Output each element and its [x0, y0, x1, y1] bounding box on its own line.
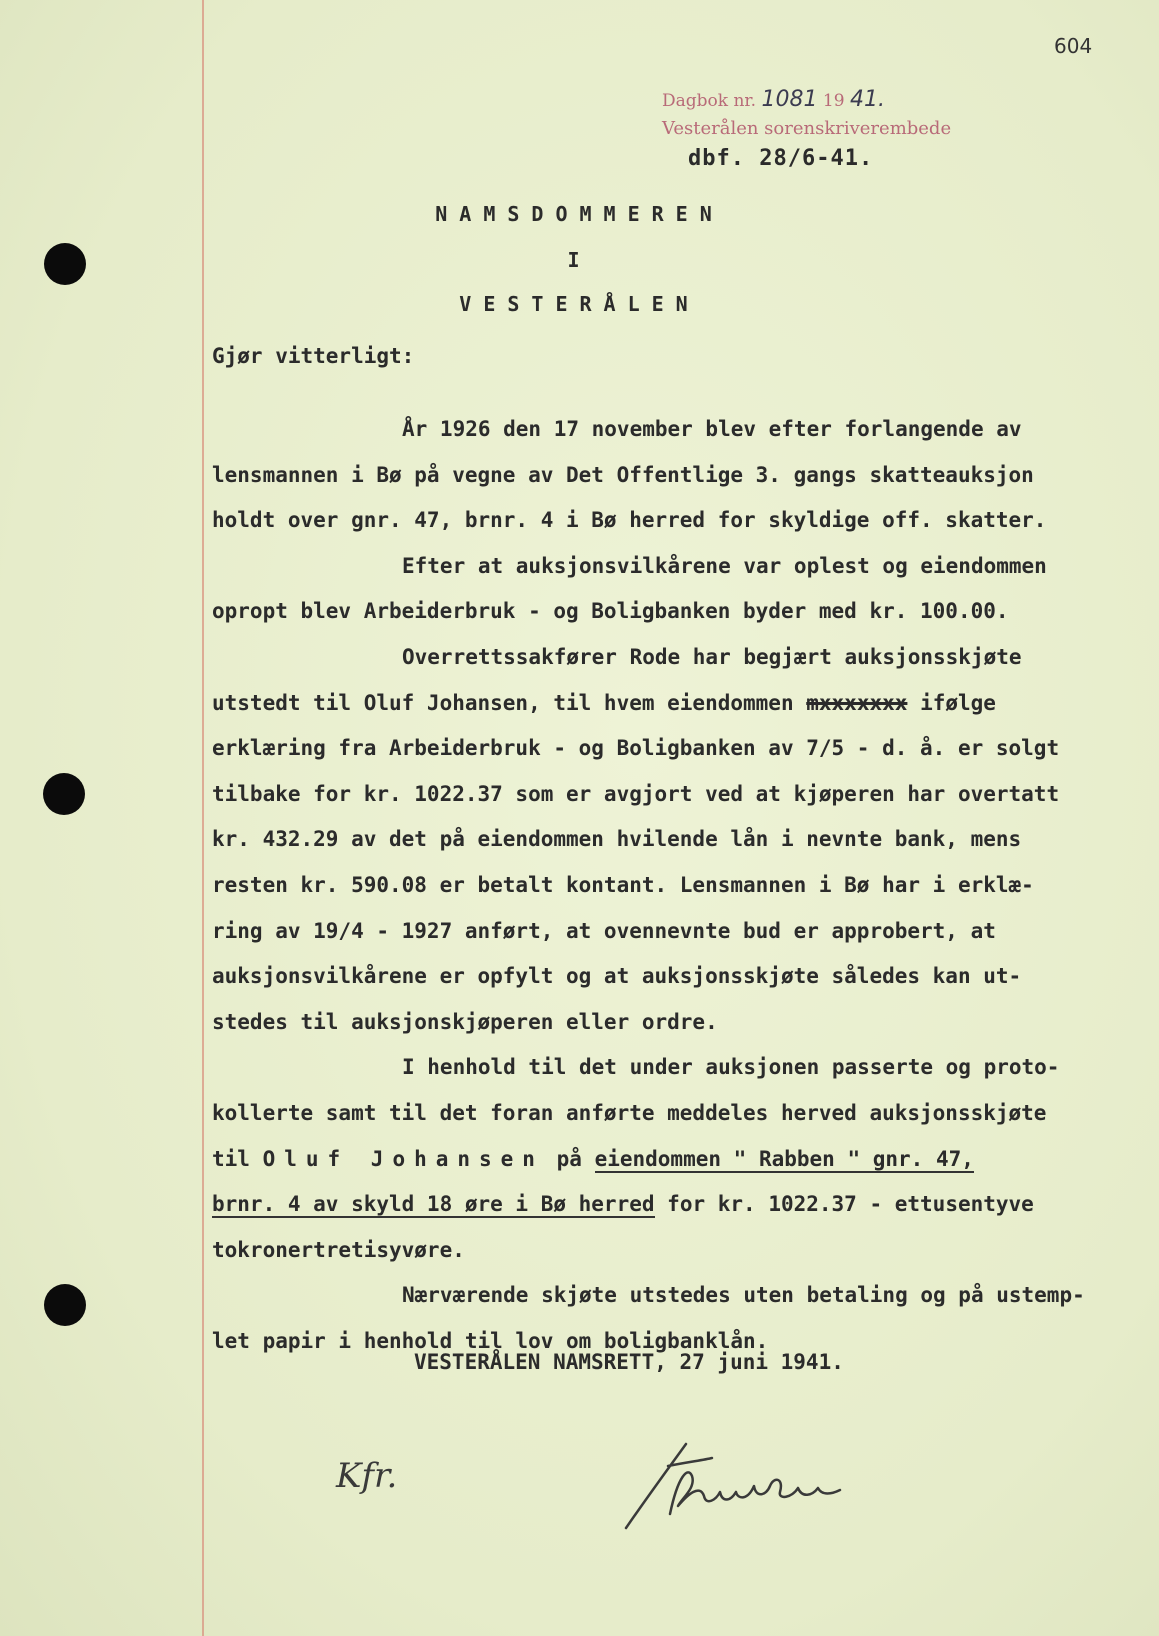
stamp-number: 1081 — [761, 87, 818, 112]
body-line: kr. 432.29 av det på eiendommen hvilende lån i nevnte bank, mens — [212, 827, 1022, 852]
body-fragment: for kr. 1022.37 - ettusentyve — [667, 1192, 1034, 1217]
body-line: tilbake for kr. 1022.37 som er avgjort ved at kjøperen har overtatt — [212, 781, 1060, 806]
stamp-office: Vesterålen sorenskriverembede — [662, 118, 952, 139]
body-fragment: utstedt til Oluf Johansen, til hvem eiendommen — [212, 690, 794, 715]
punch-hole — [43, 773, 85, 815]
body-line: I henhold til det under auksjonen passerte og proto- — [402, 1055, 1060, 1080]
heading-in: I — [567, 248, 592, 272]
body-line: Nærværende skjøte utstedes uten betaling og på ustemp- — [402, 1283, 1085, 1308]
body-line: auksjonsvilkårene er opfylt og at auksjonsskjøte således kan ut- — [212, 964, 1022, 989]
handwritten-signature — [608, 1436, 868, 1546]
body-line: erklæring fra Arbeiderbruk - og Boligbanken av 7/5 - d. å. er solgt — [212, 736, 1060, 761]
page-number: 604 — [1054, 34, 1093, 58]
body-line — [212, 681, 1132, 727]
struck-text: mxxxxxxx — [806, 690, 908, 715]
margin-rule — [202, 0, 204, 1636]
body-fragment: ifølge — [920, 690, 996, 715]
handwritten-initials: Kfr. — [336, 1456, 398, 1496]
body-line: resten kr. 590.08 er betalt kontant. Lensmannen i Bø har i erklæ- — [212, 872, 1034, 897]
heading-district: VESTERÅLEN — [459, 292, 700, 316]
property-underlined: eiendommen " Rabben " gnr. 47, — [594, 1146, 974, 1171]
heading-court: NAMSDOMMEREN — [435, 202, 724, 226]
stamp-year: 41. — [849, 87, 885, 112]
punch-hole — [44, 1284, 86, 1326]
stamp-year-prefix: 19 — [822, 91, 845, 111]
body-line — [212, 1182, 1132, 1228]
body-line: holdt over gnr. 47, brnr. 4 i Bø herred for skyldige off. skatter. — [212, 508, 1047, 533]
body-fragment: til — [212, 1146, 250, 1171]
body-line: lensmannen i Bø på vegne av Det Offentlige 3. gangs skatteauksjon — [212, 462, 1034, 487]
body-line: ring av 19/4 - 1927 anført, at ovennevnte bud er approbert, at — [212, 918, 996, 943]
stamp-label: Dagbok nr. — [662, 91, 757, 111]
buyer-name: Oluf Johansen — [262, 1146, 544, 1171]
salutation: Gjør vitterligt: — [212, 344, 415, 368]
property-underlined: brnr. 4 av skyld 18 øre i Bø herred — [212, 1192, 655, 1217]
body-line: let papir i henhold til lov om boligbanklån. — [212, 1328, 769, 1353]
body-line: Overrettssakfører Rode har begjært auksjonsskjøte — [402, 644, 1022, 669]
body-line: stedes til auksjonskjøperen eller ordre. — [212, 1009, 718, 1034]
body-line: Efter at auksjonsvilkårene var oplest og eiendommen — [402, 553, 1047, 578]
body-line: opropt blev Arbeiderbruk - og Boligbanken byder med kr. 100.00. — [212, 599, 1009, 624]
body-line — [212, 1137, 1132, 1183]
body-line: År 1926 den 17 november blev efter forlangende av — [402, 417, 1022, 441]
body-line: tokronertretisyvøre. — [212, 1237, 465, 1262]
registry-stamp — [662, 86, 951, 142]
closing-line: VESTERÅLEN NAMSRETT, 27 juni 1941. — [414, 1350, 844, 1374]
body-text — [212, 407, 1132, 1364]
body-fragment: på — [556, 1146, 582, 1171]
body-line: kollerte samt til det foran anførte meddeles herved auksjonsskjøte — [212, 1100, 1047, 1125]
registration-note: dbf. 28/6-41. — [688, 146, 874, 171]
